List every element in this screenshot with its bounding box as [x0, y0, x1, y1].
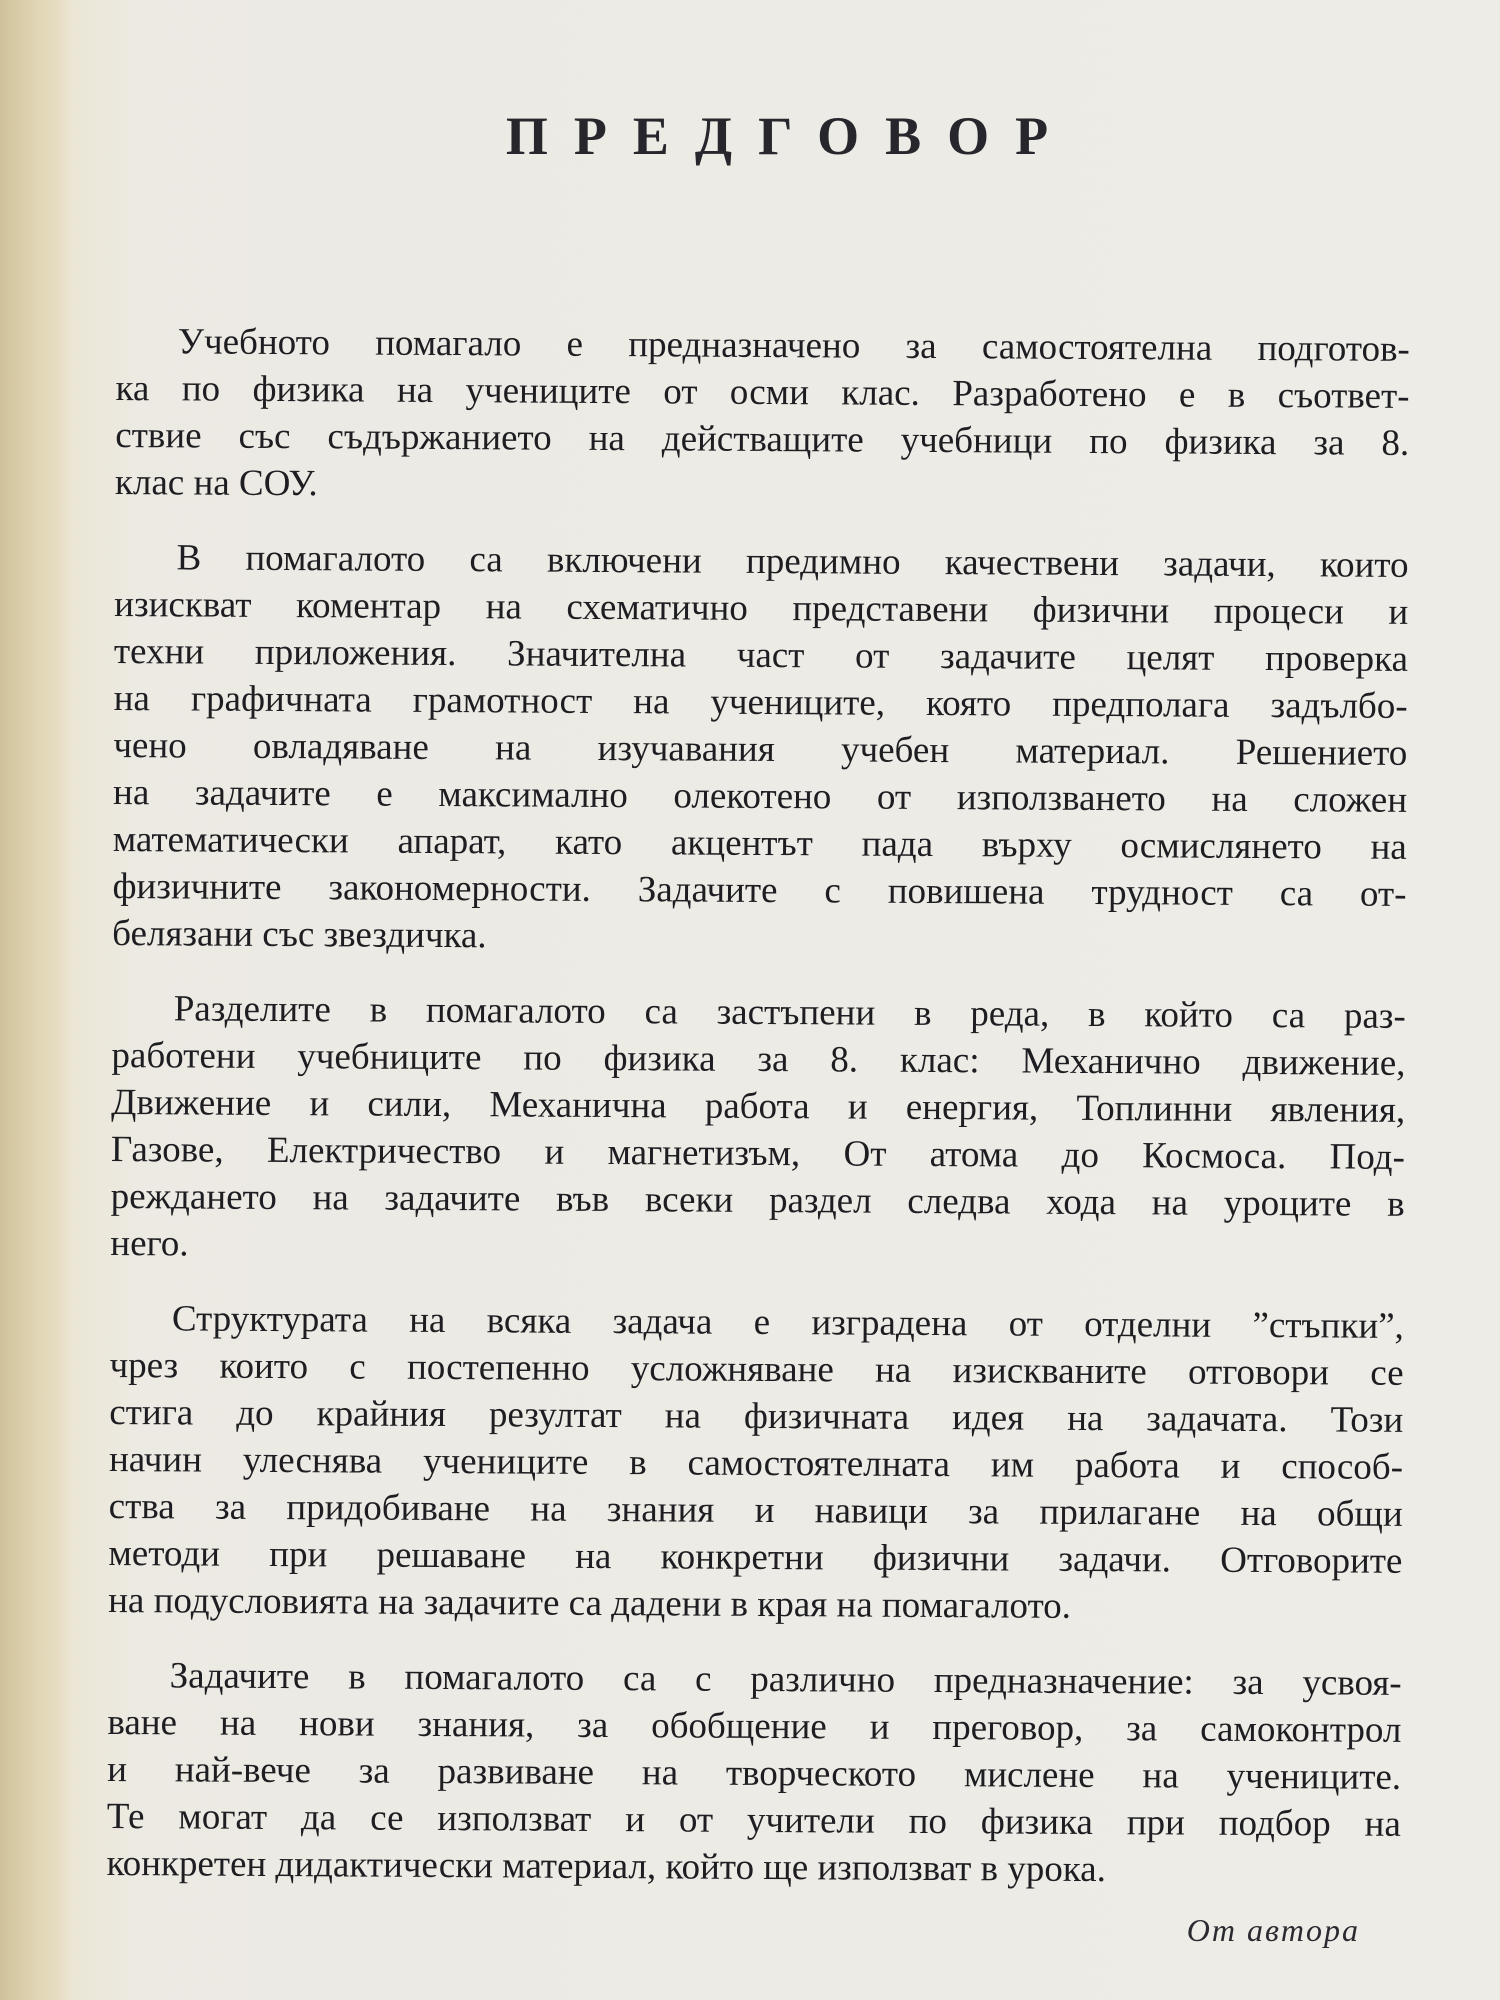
text-line: Задачите в помагалото са с различно предназначение: за усвоя-	[169, 1655, 1402, 1704]
text-line: изискват коментар на схематично представени физични процеси и	[114, 583, 1409, 633]
text-line: Разделите в помагалото са застъпени в реда, в който са раз-	[173, 988, 1406, 1037]
paragraph	[106, 1652, 1401, 1895]
paragraph	[110, 985, 1406, 1275]
text-line: ка по физика на учениците от осми клас. Разработено е в съответ-	[115, 367, 1410, 417]
text-line: на задачите е максимално олекотено от използването на сложен	[112, 771, 1408, 821]
text-line: реждането на задачите във всеки раздел следва хода на уроците в	[110, 1175, 1405, 1225]
text-line: техни приложения. Значителна част от задачите целят проверка	[113, 630, 1409, 680]
text-line: ствие със съдържанието на действащите учебници по физика за 8.	[115, 414, 1410, 464]
text-line: стига до крайния резултат на физичната идея на задачата. Този	[109, 1391, 1404, 1441]
preface-body	[106, 318, 1410, 1923]
signature: От автора	[1186, 1912, 1360, 1948]
text-line: чено овладяване на изучавания учебен материал. Решението	[113, 724, 1408, 774]
text-line: физичните закономерности. Задачите с повишена трудност са от-	[112, 865, 1407, 915]
text-line: ване на нови знания, за обобщение и преговор, за самоконтрол	[107, 1701, 1402, 1751]
text-line: на графичната грамотност на учениците, която предполага задълбо-	[113, 677, 1408, 727]
page-title: ПРЕДГОВОР	[505, 106, 1075, 166]
text-line: математически апарат, като акцентът пада върху осмислянето на	[112, 818, 1407, 868]
text-line: конкретен дидактически материал, който ще използват в урока.	[106, 1842, 1107, 1891]
text-line: Движение и сили, Механична работа и енергия, Топлинни явления,	[111, 1081, 1406, 1131]
paragraph	[112, 534, 1409, 965]
book-gutter-shadow	[0, 0, 70, 2000]
text-line: белязани със звездичка.	[112, 912, 487, 957]
text-line: на подусловията на задачите са дадени в края на помагалото.	[108, 1579, 1072, 1627]
text-line: начин улеснява учениците в самостоятелната им работа и способ-	[108, 1438, 1404, 1488]
text-line: В помагалото са включени предимно качествени задачи, които	[176, 537, 1409, 586]
text-line: клас на СОУ.	[114, 461, 318, 505]
text-line: и най-вече за развиване на творческото мислене на учениците.	[107, 1748, 1402, 1798]
text-line: работени учебниците по физика за 8. клас: Механично движение,	[111, 1034, 1406, 1084]
text-line: ства за придобиване на знания и навици за прилагане на общи	[108, 1485, 1403, 1535]
text-line: методи при решаване на конкретни физични задачи. Отговорите	[108, 1532, 1403, 1582]
text-line: Структурата на всяка задача е изградена от отделни ”стъпки”,	[171, 1298, 1404, 1347]
text-line: чрез които с постепенно усложняване на изискваните отговори се	[109, 1344, 1404, 1394]
paragraph	[115, 318, 1410, 514]
text-line: Учебното помагало е предназначено за самостоятелна подготов-	[177, 321, 1410, 370]
text-line: Те могат да се използват и от учители по физика при подбор на	[106, 1795, 1401, 1845]
text-line: него.	[110, 1222, 189, 1265]
paragraph	[108, 1295, 1404, 1632]
text-line: Газове, Електричество и магнетизъм, От атома до Космоса. Под-	[110, 1128, 1406, 1178]
